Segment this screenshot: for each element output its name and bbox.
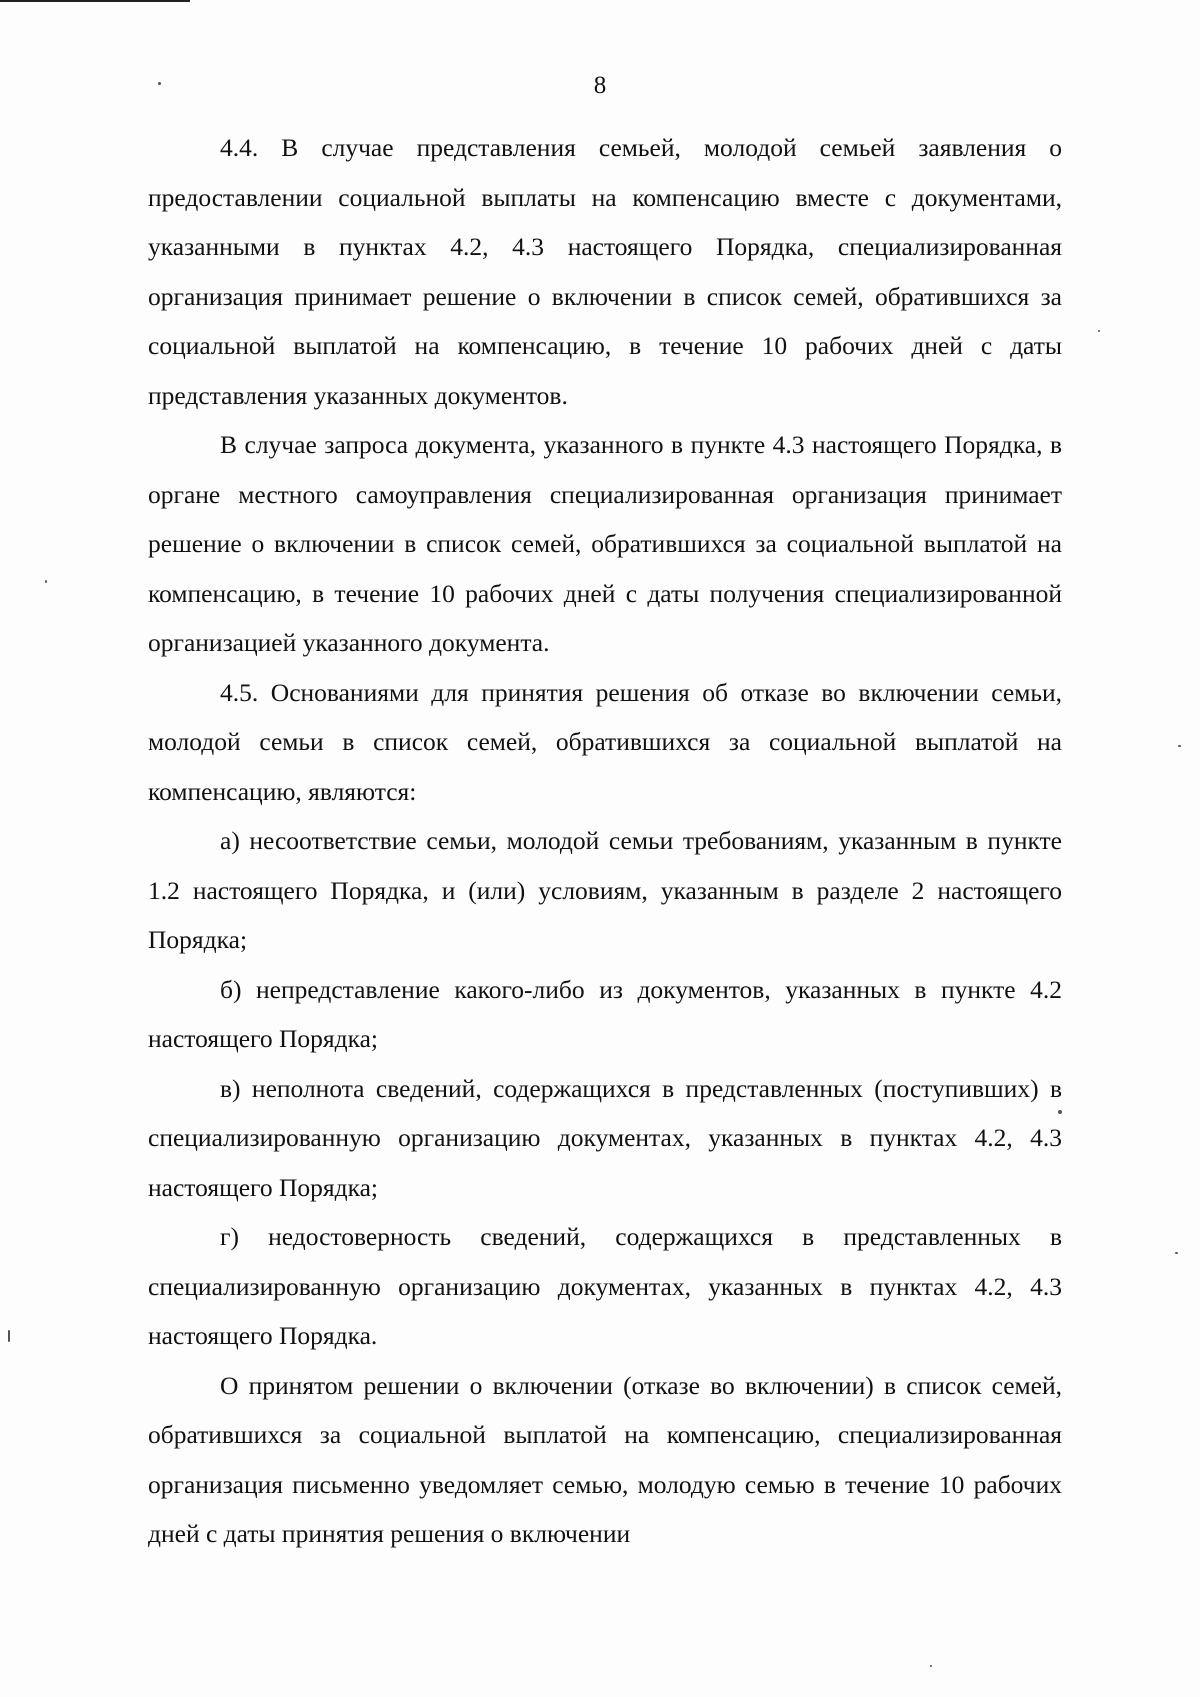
document-body: [148, 123, 1062, 1559]
page-number: 8: [593, 72, 607, 99]
list-item-b: б) непредставление какого-либо из документов, указанных в пункте 4.2 настоящего Порядка;: [148, 974, 1062, 1053]
paragraph-4-4: 4.4. В случае представления семьей, молодой семьей заявления о предоставлении социальной выплаты на компенсацию вместе с документами, указанными в пунктах 4.2, 4.3 настоящего Порядка, специализированная организация принимает решение о включении в список семей, обратившихся за социальной выплатой на компенсацию, в течение 10 рабочих дней с даты представления указанных документов.: [148, 133, 1062, 410]
scan-speck: [1175, 1252, 1178, 1254]
scan-speck: [8, 1330, 10, 1342]
scan-speck: [1178, 745, 1181, 747]
list-item-g: г) недостоверность сведений, содержащихся в представленных в специализированную организацию документах, указанных в пунктах 4.2, 4.3 настоящего Порядка.: [148, 1222, 1062, 1350]
list-item-v: в) неполнота сведений, содержащихся в представленных (поступивших) в специализированную организацию документах, указанных в пунктах 4.2, 4.3 настоящего Порядка;: [148, 1073, 1062, 1202]
paragraph-notification: О принятом решении о включении (отказе во включении) в список семей, обратившихся за социальной выплатой на компенсацию, специализированная организация письменно уведомляет семью, молодую семью в течение 10 рабочих дней с даты принятия решения о включении: [148, 1370, 1062, 1548]
scan-speck: [1058, 1110, 1062, 1114]
list-item-a: а) несоответствие семьи, молодой семьи требованиям, указанным в пункте 1.2 настоящего Порядка, и (или) условиям, указанным в разделе 2 настоящего Порядка;: [148, 826, 1062, 954]
scan-speck: [45, 580, 47, 583]
scan-speck: [930, 1665, 932, 1667]
paragraph-4-5: 4.5. Основаниями для принятия решения об отказе во включении семьи, молодой семьи в список семей, обратившихся за социальной выплатой на компенсацию, являются:: [148, 677, 1062, 806]
paragraph-request-case: В случае запроса документа, указанного в пункте 4.3 настоящего Порядка, в органе местного самоуправления специализированная организация принимает решение о включении в список семей, обратившихся за социальной выплатой на компенсацию, в течение 10 рабочих дней с даты получения специализированной организацией указанного документа.: [148, 430, 1062, 657]
scan-speck: [1098, 330, 1100, 332]
scan-speck: [158, 82, 161, 85]
scan-edge-line: [0, 0, 190, 2]
